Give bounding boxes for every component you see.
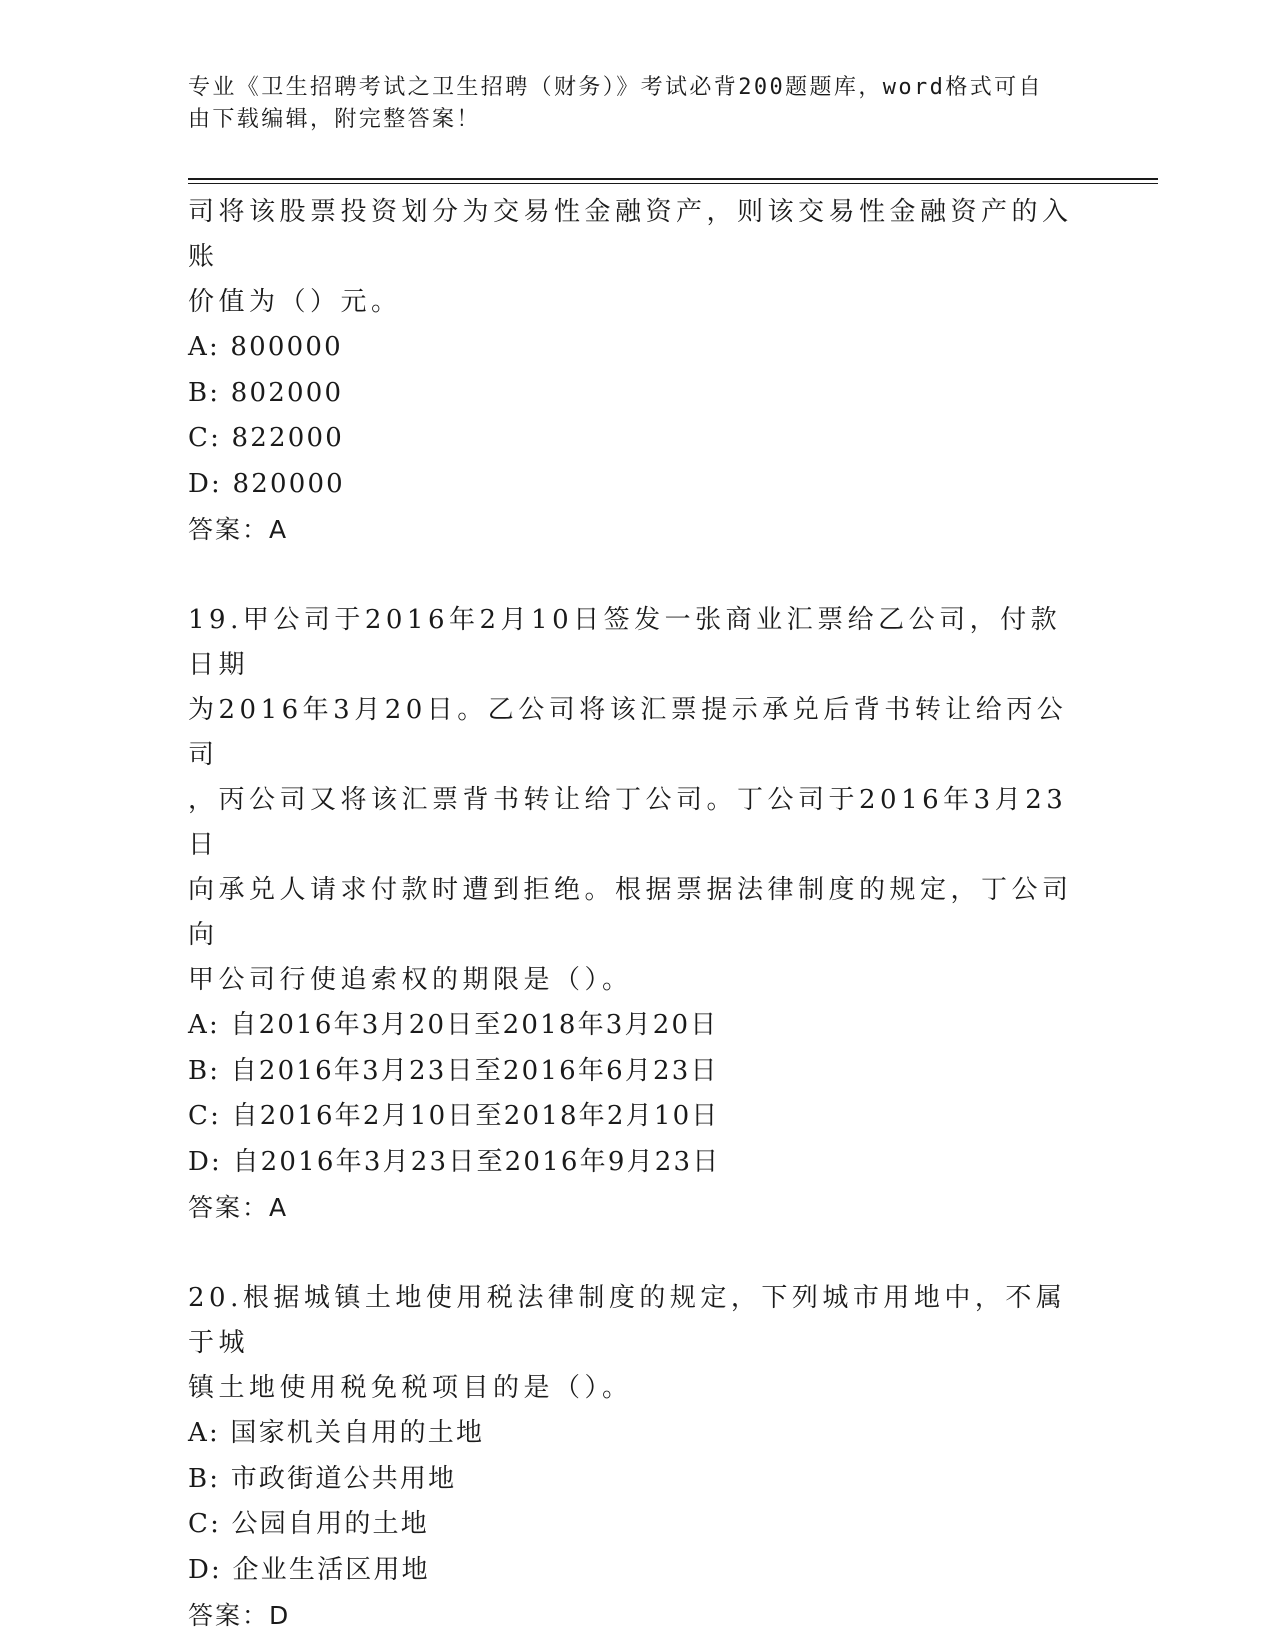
question-text-line: 向承兑人请求付款时遭到拒绝。根据票据法律制度的规定，丁公司向 — [188, 875, 1073, 950]
question-text-line: 镇土地使用税免税项目的是（）。 — [188, 1373, 633, 1403]
question-text-line: 20.根据城镇土地使用税法律制度的规定，下列城市用地中，不属于城 — [188, 1283, 1067, 1358]
option-d: D: 企业生活区用地 — [188, 1554, 430, 1585]
question-text-line: 甲公司行使追索权的期限是（）。 — [188, 965, 633, 995]
option-a: A: 自2016年3月20日至2018年3月20日 — [188, 1010, 719, 1040]
option-c: C: 公园自用的土地 — [188, 1509, 429, 1539]
header-line-2: 由下载编辑，附完整答案！ — [188, 107, 481, 132]
question-text-line: 19.甲公司于2016年2月10日签发一张商业汇票给乙公司，付款日期 — [188, 605, 1062, 680]
question-19 — [188, 598, 1088, 1230]
option-d: D: 820000 — [188, 468, 345, 499]
question-text-line: ，丙公司又将该汇票背书转让给丁公司。丁公司于2016年3月23日 — [188, 785, 1068, 860]
option-d: D: 自2016年3月23日至2016年9月23日 — [188, 1146, 721, 1177]
answer-line: 答案：A — [188, 515, 289, 544]
question-18 — [188, 190, 1088, 552]
spacer — [188, 552, 1088, 598]
header-divider-thick — [188, 178, 1158, 180]
question-text-line: 为2016年3月20日。乙公司将该汇票提示承兑后背书转让给丙公司 — [188, 695, 1068, 770]
option-a: A: 800000 — [188, 332, 343, 362]
option-b: B: 自2016年3月23日至2016年6月23日 — [188, 1055, 719, 1086]
header-divider-thin — [188, 183, 1158, 184]
document-body — [188, 190, 1088, 1638]
answer-line: 答案：A — [188, 1193, 289, 1222]
question-text-line: 价值为（）元。 — [188, 287, 402, 317]
option-c: C: 自2016年2月10日至2018年2月10日 — [188, 1101, 720, 1131]
option-a: A: 国家机关自用的土地 — [188, 1418, 485, 1448]
header-line-1: 专业《卫生招聘考试之卫生招聘（财务）》考试必背200题题库，word格式可自 — [188, 75, 1043, 100]
question-text-line: 司将该股票投资划分为交易性金融资产，则该交易性金融资产的入账 — [188, 197, 1073, 272]
option-b: B: 802000 — [188, 377, 344, 408]
option-c: C: 822000 — [188, 423, 344, 453]
spacer — [188, 1230, 1088, 1276]
option-b: B: 市政街道公共用地 — [188, 1463, 457, 1494]
document-header — [188, 72, 1068, 136]
answer-line: 答案：D — [188, 1601, 291, 1630]
question-20 — [188, 1276, 1088, 1638]
